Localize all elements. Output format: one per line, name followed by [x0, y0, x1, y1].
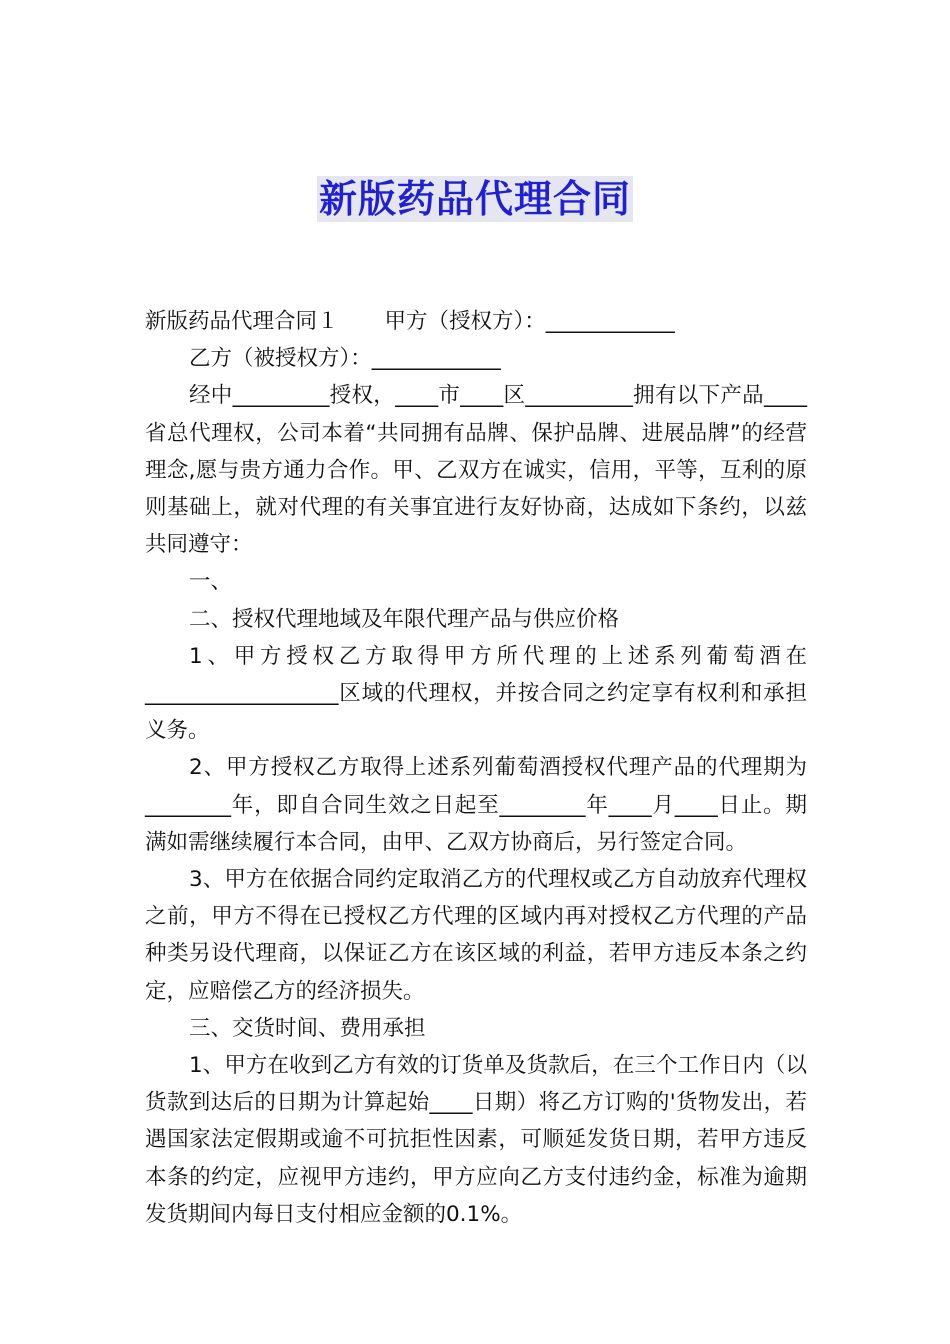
header-line: [145, 303, 807, 340]
section-two-heading: 二、授权代理地域及年限代理产品与供应价格: [189, 606, 620, 632]
clause-3-1: 1、甲方在收到乙方有效的订货单及货款后，在三个工作日内（以货款到达后的日期为计算起始____日期）将乙方订购的'货物发出，若遇国家法定假期或逾不可抗拒性因素，可顺延发货日期，若甲方违反本条的约定，应视甲方违约，甲方应向乙方支付违约金，标准为逾期发货期间内每日支付相应金额的0.1%。: [145, 1053, 807, 1227]
document-title: 新版药品代理合同: [318, 177, 631, 221]
clause-2-3: 3、甲方在依据合同约定取消乙方的代理权或乙方自动放弃代理权之前，甲方不得在已授权乙方代理的区域内再对授权乙方代理的产品种类另设代理商，以保证乙方在该区域的利益，若甲方违反本条之约定，应赔偿乙方的经济损失。: [145, 867, 807, 1004]
contract-label: 新版药品代理合同１: [145, 309, 339, 334]
document-body: [145, 303, 807, 1233]
party-a-line: 甲方（授权方）：____________: [384, 309, 675, 334]
clause-2-1: 1、甲方授权乙方取得甲方所代理的上述系列葡萄酒在__________________区域的代理权，并按合同之约定享有权利和承担义务。: [145, 643, 807, 744]
title-container: [0, 176, 950, 222]
section-one-heading: 一、: [189, 569, 233, 595]
clause-2-2: 2、甲方授权乙方取得上述系列葡萄酒授权代理产品的代理期为________年，即自合同生效之日起至________年____月____日止。期满如需继续履行本合同，由甲、乙双方协商后，另行签定合同。: [145, 755, 807, 855]
paragraph-intro: 经中_________授权，____市____区__________拥有以下产品____省总代理权，公司本着“共同拥有品牌、保护品牌、进展品牌”的经营理念,愿与贵方通力合作。甲、乙双方在诚实，信用，平等，互利的原则基础上，就对代理的有关事宜进行友好协商，达成如下条约，以兹共同遵守：: [145, 383, 807, 558]
section-three-heading: 三、交货时间、费用承担: [189, 1015, 426, 1041]
party-b-line: 乙方（被授权方）：____________: [189, 346, 501, 372]
